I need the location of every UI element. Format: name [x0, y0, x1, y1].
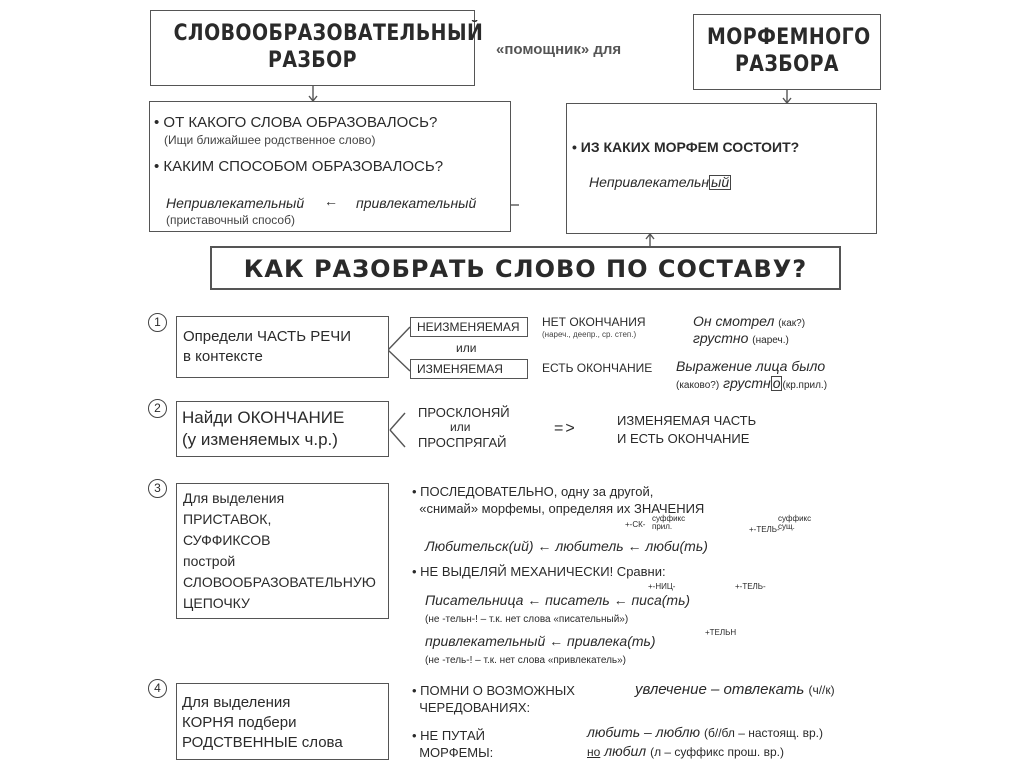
or-label-2: или	[450, 420, 471, 434]
chain-3-note: (не -тель-! – т.к. нет слова «привлекатель»)	[425, 655, 627, 666]
headline: КАК РАЗОБРАТЬ СЛОВО ПО СОСТАВУ?	[243, 255, 808, 283]
step-2-box	[176, 401, 389, 457]
example-1-note: (нареч.)	[752, 335, 789, 346]
unchangeable-branch	[410, 317, 528, 337]
helper-label: «помощник» для	[496, 41, 622, 58]
question-method: • КАКИМ СПОСОБОМ ОБРАЗОВАЛОСЬ?	[154, 158, 444, 175]
chain3-note-1: +ТЕЛЬН	[705, 628, 737, 637]
chain1-note-4: суффикс сущ.	[778, 514, 812, 531]
changeable-label: ИЗМЕНЯЕМАЯ	[417, 362, 503, 376]
step-4-number: 4	[148, 679, 167, 698]
word-formation-box	[149, 101, 511, 232]
step-2-result: ИЗМЕНЯЕМАЯ ЧАСТЬ И ЕСТЬ ОКОНЧАНИЕ	[617, 413, 757, 446]
example-arrow: ←	[324, 193, 338, 209]
morpheme-example-ending: ый	[711, 174, 730, 190]
example-1-line2	[693, 330, 789, 346]
example-1-word: грустно	[693, 330, 749, 346]
step-1-number: 1	[148, 313, 167, 332]
step-4-text: Для выделения КОРНЯ подбери РОДСТВЕННЫЕ слова	[182, 694, 343, 751]
morpheme-example-1	[587, 724, 823, 740]
example-1-text: Он смотрел	[693, 313, 775, 329]
chain-2: Писательница ← писатель ← писа(ть)	[425, 592, 691, 608]
chain2-note-2: +-ТЕЛЬ-	[735, 582, 766, 591]
morpheme-example-1-words: любить – люблю	[587, 724, 701, 740]
step-2-number: 2	[148, 399, 167, 418]
morpheme-title-box	[693, 14, 881, 90]
has-ending-label: ЕСТЬ ОКОНЧАНИЕ	[542, 361, 653, 375]
morpheme-example-2-word: любил	[604, 743, 647, 759]
chain-2-note: (не -тельн-! – т.к. нет слова «писательный»)	[425, 614, 629, 625]
morpheme-box	[566, 103, 877, 234]
alternation-words: увлечение – отвлекать	[635, 681, 805, 698]
example-derived-word: Непривлекательный	[166, 195, 305, 211]
example-2-question: (каково?)	[676, 380, 720, 391]
morpheme-example-1-note: (б//бл – настоящ. вр.)	[703, 726, 823, 740]
example-2-line2	[676, 375, 827, 391]
step-3-box	[176, 483, 389, 619]
example-2-ending: о	[772, 375, 781, 391]
morpheme-example-stem: Непривлекательн	[589, 174, 710, 190]
chain1-note-1: +-СК-	[625, 520, 646, 529]
chain2-note-1: +-НИЦ-	[648, 582, 676, 591]
alternation-note: (ч//к)	[808, 683, 835, 697]
implies-arrow: =>	[554, 420, 577, 437]
morpheme-example	[589, 174, 731, 190]
chain-3: привлекательный ← привлека(ть)	[425, 633, 656, 649]
example-method-note: (приставочный способ)	[166, 213, 295, 227]
unchangeable-label: НЕИЗМЕНЯЕМАЯ	[417, 320, 520, 334]
step-3-tip-1: • ПОСЛЕДОВАТЕЛЬНО, одну за другой, «снимай» морфемы, определяя их ЗНАЧЕНИЯ	[412, 484, 705, 516]
no-ending-note: (нареч., деепр., ср. степ.)	[542, 330, 637, 339]
step-4-tip-2: • НЕ ПУТАЙ МОРФЕМЫ:	[412, 728, 494, 760]
morpheme-question: • ИЗ КАКИХ МОРФЕМ СОСТОИТ?	[572, 139, 800, 155]
headline-box	[210, 246, 841, 290]
example-base-word: привлекательный	[356, 195, 477, 211]
step-4-tip-1: • ПОМНИ О ВОЗМОЖНЫХ ЧЕРЕДОВАНИЯХ:	[412, 683, 575, 715]
decline-label: ПРОСКЛОНЯЙ	[418, 405, 510, 420]
morpheme-example-2-note: (л – суффикс прош. вр.)	[650, 745, 784, 759]
word-formation-title-box	[150, 10, 484, 86]
step-3-tip-2: • НЕ ВЫДЕЛЯЙ МЕХАНИЧЕСКИ! Сравни:	[412, 564, 666, 579]
example-2-stem: грустн	[723, 375, 771, 391]
conjugate-label: ПРОСПРЯГАЙ	[418, 435, 507, 450]
step-4-box	[176, 683, 389, 760]
step-1-box	[176, 316, 389, 378]
word-formation-title: СЛОВООБРАЗОВАТЕЛЬНЫЙ РАЗБОР	[173, 21, 484, 73]
morpheme-example-2-prefix: но	[587, 745, 601, 759]
chain1-note-3: +-ТЕЛЬ-	[749, 525, 780, 534]
example-2-note: (кр.прил.)	[782, 380, 828, 391]
step-3-number: 3	[148, 479, 167, 498]
example-1-line1	[693, 313, 805, 329]
changeable-branch	[410, 359, 528, 379]
morpheme-title: МОРФЕМНОГО РАЗБОРА	[707, 25, 871, 77]
step-1-text: Определи ЧАСТЬ РЕЧИ в контексте	[183, 328, 352, 365]
step-3-text: Для выделения ПРИСТАВОК, СУФФИКСОВ построй СЛОВООБРАЗОВАТЕЛЬНУЮ ЦЕПОЧКУ	[183, 490, 376, 611]
question-origin-hint: (Ищи ближайшее родственное слово)	[164, 133, 376, 147]
example-1-question: (как?)	[778, 318, 806, 329]
example-2-line1: Выражение лица было	[676, 358, 826, 374]
chain1-note-2: суффикс прил.	[652, 514, 686, 531]
morpheme-example-2	[587, 743, 784, 759]
alternation-example	[635, 681, 835, 698]
or-label-1: или	[456, 341, 477, 355]
question-origin: • ОТ КАКОГО СЛОВА ОБРАЗОВАЛОСЬ?	[154, 114, 438, 131]
chain-1: Любительск(ий) ← любитель ← люби(ть)	[425, 538, 708, 554]
no-ending-label: НЕТ ОКОНЧАНИЯ	[542, 315, 646, 329]
step-2-text: Найди ОКОНЧАНИЕ (у изменяемых ч.р.)	[182, 408, 345, 449]
